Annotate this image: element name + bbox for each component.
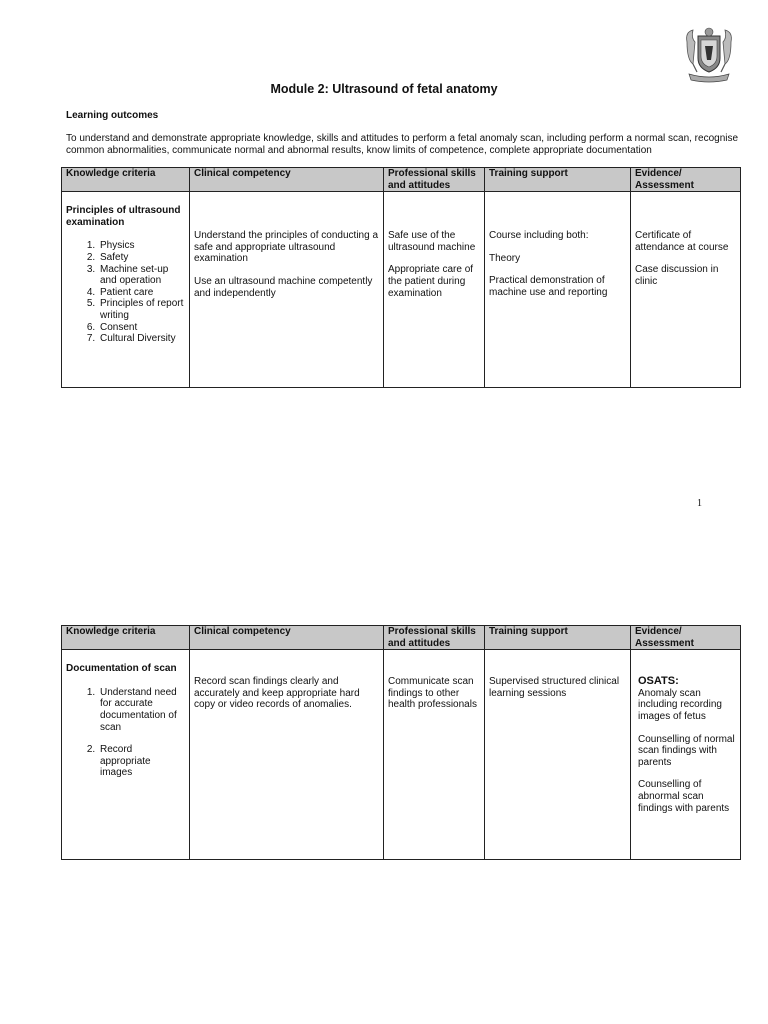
training-text: Supervised structured clinical learning sessions bbox=[489, 676, 620, 699]
evidence-text: Certificate of attendance at course bbox=[635, 230, 729, 253]
evidence-cell bbox=[631, 192, 741, 388]
header-training-support: Training support bbox=[485, 168, 631, 192]
skills-text: Appropriate care of the patient during examination bbox=[388, 264, 474, 299]
list-item: 2. Record appropriate images bbox=[98, 744, 185, 779]
table-header-row bbox=[62, 626, 741, 650]
header-professional-skills: Professional skills and attitudes bbox=[384, 626, 485, 650]
list-item: 6. Consent bbox=[98, 322, 185, 334]
header-evidence-assessment: Evidence/ Assessment bbox=[631, 168, 741, 192]
list-item: 7. Cultural Diversity bbox=[98, 333, 185, 345]
college-crest-logo bbox=[681, 24, 737, 86]
document-title: Module 2: Ultrasound of fetal anatomy bbox=[270, 82, 498, 96]
evidence-text: Counselling of abnormal scan findings with parents bbox=[638, 779, 730, 814]
training-text: Course including both: bbox=[489, 230, 589, 242]
evidence-text: Counselling of normal scan findings with parents bbox=[638, 733, 735, 768]
competency-table-2 bbox=[61, 625, 741, 860]
section-heading: Principles of ultrasound examination bbox=[66, 205, 181, 228]
competency-table-1 bbox=[61, 167, 741, 388]
header-evidence-assessment: Evidence/ Assessment bbox=[631, 626, 741, 650]
header-knowledge-criteria: Knowledge criteria bbox=[62, 626, 190, 650]
evidence-text: Case discussion in clinic bbox=[635, 264, 719, 287]
skills-cell bbox=[384, 192, 485, 388]
competency-text: Understand the principles of conducting a safe and appropriate ultrasound examination bbox=[194, 230, 379, 265]
training-cell bbox=[485, 192, 631, 388]
training-cell bbox=[485, 650, 631, 860]
competency-cell bbox=[190, 650, 384, 860]
list-item: 3. Machine set-up and operation bbox=[98, 264, 185, 287]
competency-text: Record scan findings clearly and accurately and keep appropriate hard copy or video records of anomalies. bbox=[194, 676, 360, 711]
page-number: 1 bbox=[697, 498, 702, 509]
evidence-cell bbox=[631, 650, 741, 860]
evidence-text: Anomaly scan including recording images of fetus bbox=[638, 687, 722, 722]
training-text: Practical demonstration of machine use and reporting bbox=[489, 275, 608, 298]
section-heading: Documentation of scan bbox=[66, 663, 177, 675]
list-item: 1. Physics bbox=[98, 240, 185, 252]
header-clinical-competency: Clinical competency bbox=[190, 626, 384, 650]
header-training-support: Training support bbox=[485, 626, 631, 650]
header-professional-skills: Professional skills and attitudes bbox=[384, 168, 485, 192]
table-header-row bbox=[62, 168, 741, 192]
header-clinical-competency: Clinical competency bbox=[190, 168, 384, 192]
list-item: 2. Safety bbox=[98, 252, 185, 264]
learning-outcomes-heading: Learning outcomes bbox=[66, 110, 159, 121]
table-row bbox=[62, 192, 741, 388]
skills-text: Communicate scan findings to other health professionals bbox=[388, 676, 477, 711]
knowledge-cell bbox=[62, 192, 190, 388]
competency-text: Use an ultrasound machine competently and independently bbox=[194, 275, 373, 299]
competency-cell bbox=[190, 192, 384, 388]
knowledge-list bbox=[66, 240, 185, 344]
learning-outcomes-text: To understand and demonstrate appropriate knowledge, skills and attitudes to perform a fetal anomaly scan, including perform a normal scan, recognise common abnormalities, communicate normal and abnormal results, know limits of competence, complete appropriate documentation bbox=[66, 133, 739, 156]
osats-heading: OSATS: bbox=[638, 675, 679, 688]
table-row bbox=[62, 650, 741, 860]
list-item: 5. Principles of report writing bbox=[98, 298, 185, 321]
knowledge-cell bbox=[62, 650, 190, 860]
knowledge-list bbox=[66, 687, 185, 779]
list-item: 1. Understand need for accurate documentation of scan bbox=[98, 687, 185, 733]
list-item: 4. Patient care bbox=[98, 287, 185, 299]
skills-cell bbox=[384, 650, 485, 860]
training-text: Theory bbox=[489, 252, 521, 264]
skills-text: Safe use of the ultrasound machine bbox=[388, 230, 476, 253]
header-knowledge-criteria: Knowledge criteria bbox=[62, 168, 190, 192]
